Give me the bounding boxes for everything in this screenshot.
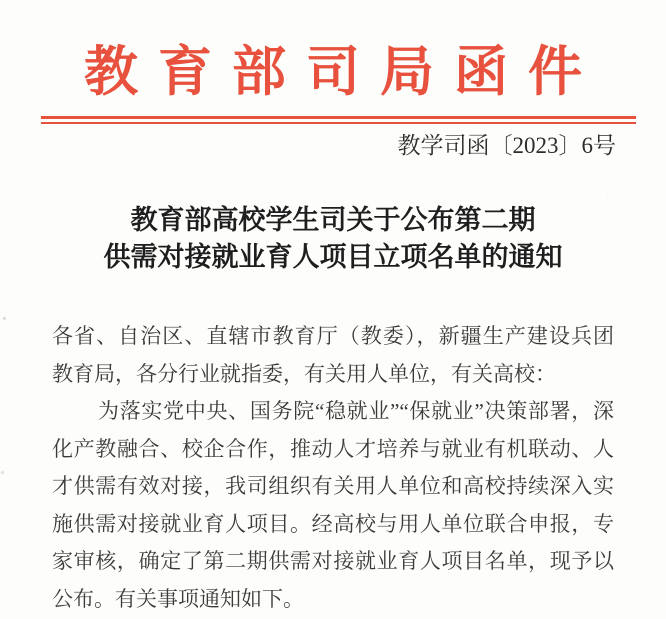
body-line-5: 才供需有效对接，我司组织有关用人单位和高校持续深入实 bbox=[52, 474, 614, 498]
body-line-2: 教育局，各分行业就指委，有关用人单位，有关高校： bbox=[52, 361, 556, 386]
notice-title bbox=[0, 202, 666, 276]
rule-thin bbox=[41, 122, 636, 124]
body-line-8: 公布。有关事项通知如下。 bbox=[52, 586, 304, 611]
body-line-7: 家审核，确定了第二期供需对接就业育人项目名单，现予以 bbox=[52, 549, 614, 573]
body-line-3: 为落实党中央、国务院“稳就业”“保就业”决策部署，深 bbox=[98, 399, 614, 423]
notice-title-line1: 教育部高校学生司关于公布第二期 bbox=[130, 205, 536, 235]
body-line-4: 化产教融合、校企合作，推动人才培养与就业有机联动、人 bbox=[52, 436, 614, 461]
scan-noise bbox=[0, 0, 1, 1]
double-rule bbox=[41, 116, 636, 124]
document-number: 教学司函〔2023〕6号 bbox=[397, 133, 616, 158]
notice-title-line2: 供需对接就业育人项目立项名单的通知 bbox=[103, 242, 563, 272]
notice-body bbox=[52, 318, 614, 618]
body-line-1: 各省、自治区、直辖市教育厅（教委），新疆生产建设兵团 bbox=[52, 324, 614, 348]
masthead-title: 教育部司局函件 bbox=[84, 42, 602, 102]
body-line-6: 施供需对接就业育人项目。经高校与用人单位联合申报，专 bbox=[52, 511, 614, 536]
